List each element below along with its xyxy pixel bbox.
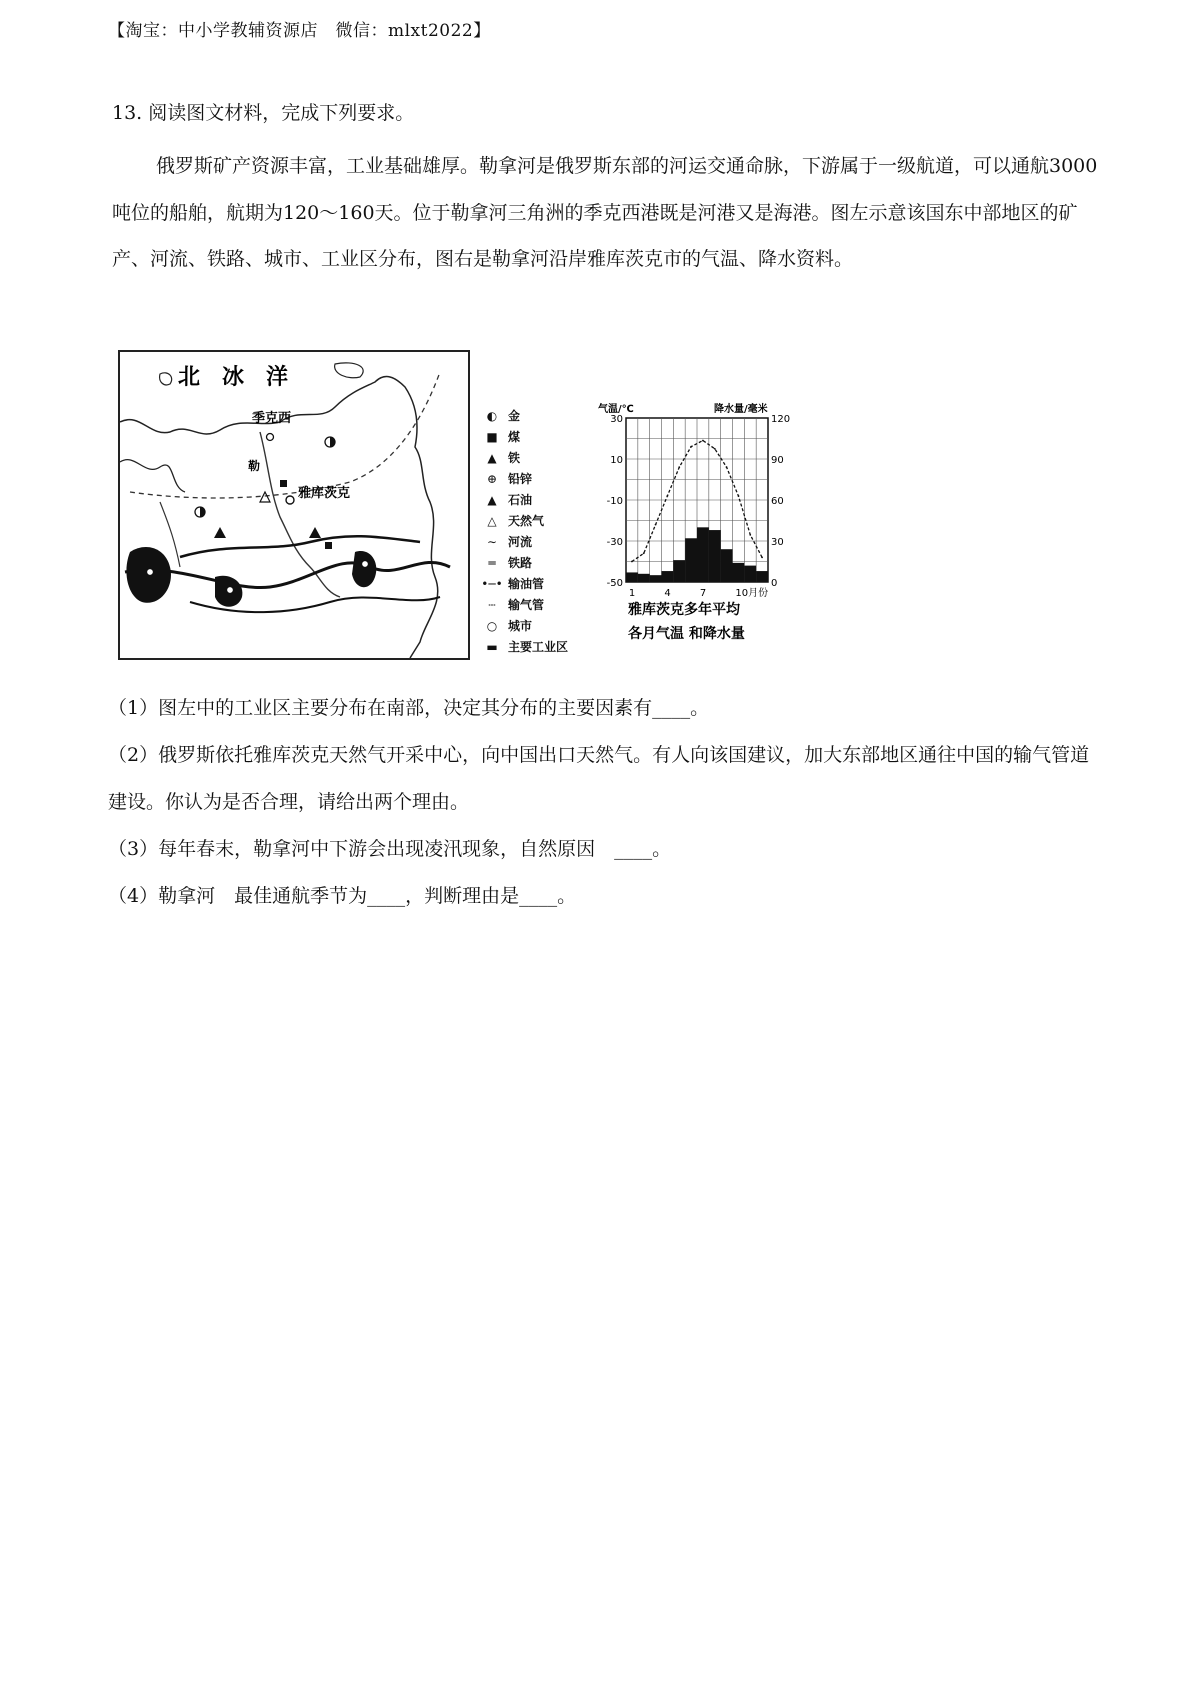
chart-title-line2: 各月气温 和降水量 <box>628 626 745 642</box>
temperature-point <box>761 557 763 559</box>
right-tick-label: 30 <box>771 537 784 548</box>
legend-item: ┄ 输气管 <box>476 594 596 615</box>
right-axis-label: 降水量/毫米 <box>714 404 768 415</box>
ocean-label: 北 冰 洋 <box>178 365 289 390</box>
x-tick-label: 10月份 <box>735 588 769 599</box>
temperature-point <box>702 440 704 442</box>
gas-symbol <box>260 492 270 502</box>
x-tick-label: 4 <box>664 588 671 599</box>
temperature-point <box>667 495 669 497</box>
paragraph-text: 俄罗斯矿产资源丰富，工业基础雄厚。勒拿河是俄罗斯东部的河运交通命脉，下游属于一级航道，可以通航3000吨位的船舶，航期为120～160天。位于勒拿河三角洲的季克西港既是河港又是海港。图左示意该国东中部地区的矿产、河流、铁路、城市、工业区分布，图右是勒拿河沿岸雅库茨克市的气温、降水资料。 <box>112 155 1098 270</box>
legend-item: •─• 输油管 <box>476 573 596 594</box>
coastline-west <box>120 460 185 492</box>
legend-item: ▬ 主要工业区 <box>476 636 596 657</box>
river-icon: ∼ <box>486 534 498 549</box>
precipitation-bar <box>662 571 674 582</box>
oil-pipeline-icon: •─• <box>481 576 503 591</box>
iron-icon: ▲ <box>487 450 497 465</box>
temperature-point <box>690 446 692 448</box>
precipitation-bar <box>638 574 650 582</box>
right-tick-label: 90 <box>771 455 784 466</box>
legend-item: ○ 城市 <box>476 615 596 636</box>
iron-symbol <box>214 527 226 538</box>
precipitation-bar <box>685 538 697 582</box>
left-tick-label: 10 <box>610 455 623 466</box>
climate-chart-svg <box>596 402 796 662</box>
industrial-zone <box>352 551 376 587</box>
industrial-zone-icon: ▬ <box>486 639 498 654</box>
temperature-point <box>738 495 740 497</box>
coal-symbol <box>280 480 287 487</box>
map-svg <box>120 352 468 658</box>
precipitation-bar <box>744 566 756 582</box>
oil-icon: ▲ <box>487 492 497 507</box>
sub-question-4: （4）勒拿河 最佳通航季节为____，判断理由是____。 <box>108 885 577 907</box>
coal-symbol <box>325 542 332 549</box>
left-tick-label: -30 <box>606 537 623 548</box>
legend-item: ◐ 金 <box>476 405 596 426</box>
gas-pipeline-icon: ┄ <box>488 597 496 612</box>
right-tick-label: 0 <box>771 578 778 589</box>
precipitation-bar <box>756 571 768 582</box>
sub-question-2: （2）俄罗斯依托雅库茨克天然气开采中心，向中国出口天然气。有人向该国建议，加大东部地区通往中国的输气管道建设。你认为是否合理，请给出两个理由。 <box>108 744 1090 813</box>
left-tick-label: -50 <box>606 578 623 589</box>
city <box>147 569 154 576</box>
temperature-point <box>643 552 645 554</box>
precipitation-bar <box>626 572 638 582</box>
precipitation-bar <box>673 560 685 582</box>
right-tick-label: 120 <box>771 414 791 425</box>
temperature-point <box>726 466 728 468</box>
left-tick-label: -10 <box>606 496 623 507</box>
city <box>227 587 234 594</box>
natural-gas-icon: △ <box>487 513 497 528</box>
figure <box>118 350 791 665</box>
legend-item: ∼ 河流 <box>476 531 596 552</box>
island <box>335 363 364 378</box>
precipitation-bar <box>709 530 721 582</box>
x-tick-label: 7 <box>699 588 707 599</box>
chart-title-line1: 雅库茨克多年平均 <box>628 602 740 618</box>
tiksi-label: 季克西 <box>252 411 292 426</box>
temperature-point <box>749 534 751 536</box>
gold-icon: ◐ <box>486 408 498 423</box>
map-legend <box>476 405 596 657</box>
temperature-point <box>678 466 680 468</box>
climate-chart <box>596 402 796 662</box>
precipitation-bar <box>733 563 745 582</box>
precipitation-bar <box>697 527 709 582</box>
sub-questions <box>108 685 1108 920</box>
legend-item: ▲ 铁 <box>476 447 596 468</box>
x-tick-label: 1 <box>628 588 636 599</box>
temperature-point <box>714 448 716 450</box>
sub-question-1: （1）图左中的工业区主要分布在南部，决定其分布的主要因素有____。 <box>108 697 710 719</box>
city-tiksi <box>267 434 274 441</box>
railway-main <box>125 562 450 587</box>
lena-river <box>260 432 340 597</box>
legend-item: ■ 煤 <box>476 426 596 447</box>
railway-icon: ═ <box>488 555 496 570</box>
precipitation-bar <box>721 549 733 582</box>
left-axis-label: 气温/℃ <box>598 404 634 415</box>
lead-zinc-icon: ⊕ <box>486 471 498 486</box>
island <box>160 373 172 385</box>
question-title: 13. 阅读图文材料，完成下列要求。 <box>112 102 415 124</box>
iron-symbol <box>309 527 321 538</box>
city <box>362 561 369 568</box>
page-header: 【淘宝：中小学教辅资源店 微信：mlxt2022】 <box>108 21 491 41</box>
legend-item: ═ 铁路 <box>476 552 596 573</box>
lena-label: 勒 <box>248 459 261 473</box>
arctic-circle <box>130 372 440 498</box>
temperature-point <box>631 561 633 563</box>
coal-icon: ■ <box>486 429 498 444</box>
russia-map <box>118 350 470 660</box>
left-tick-label: 30 <box>610 414 623 425</box>
sub-question-3: （3）每年春末，勒拿河中下游会出现凌汛现象，自然原因 ____。 <box>108 838 672 860</box>
legend-item: ▲ 石油 <box>476 489 596 510</box>
question-paragraph <box>112 143 1102 283</box>
legend-item: ⊕ 铅锌 <box>476 468 596 489</box>
temperature-point <box>655 524 657 526</box>
city-yakutsk <box>286 496 294 504</box>
precipitation-bar <box>650 575 662 582</box>
yakutsk-label: 雅库茨克 <box>298 486 351 501</box>
legend-item: △ 天然气 <box>476 510 596 531</box>
right-tick-label: 60 <box>771 496 784 507</box>
city-icon: ○ <box>486 618 498 633</box>
